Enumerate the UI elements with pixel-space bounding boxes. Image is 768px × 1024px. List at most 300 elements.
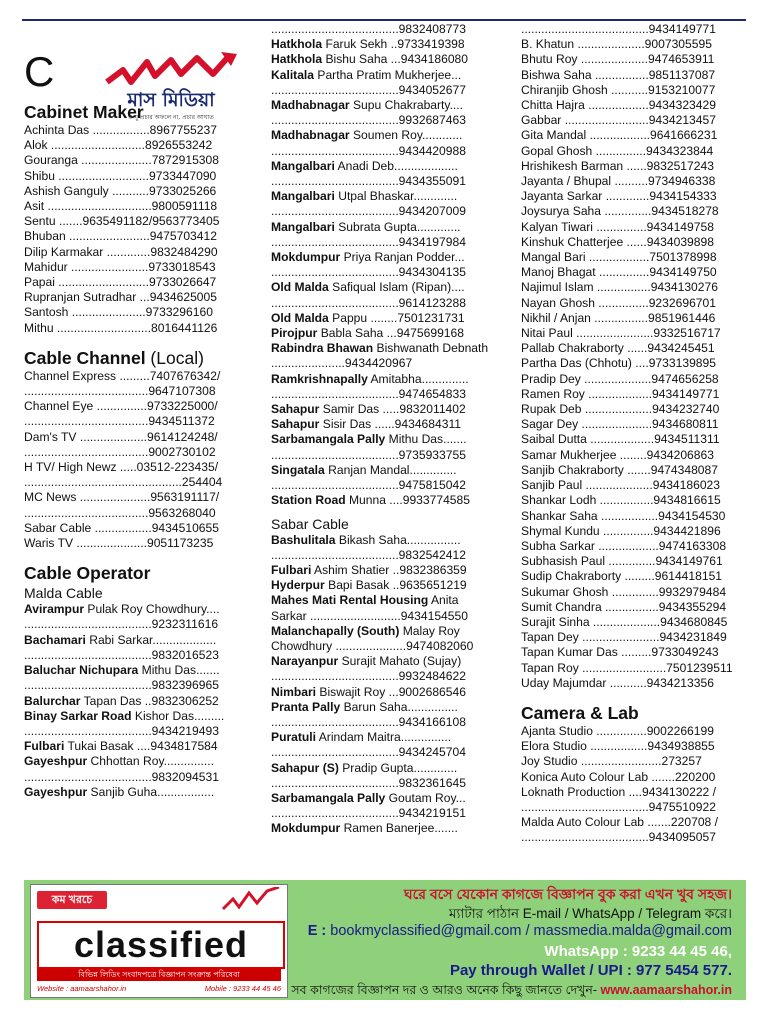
listing-text: ......................................9434245704 <box>271 745 466 760</box>
listing-area: Avirampur <box>24 602 85 617</box>
classified-banner <box>24 880 746 1000</box>
section-heading: Camera & Lab <box>521 702 639 723</box>
listing-text: Sudip Chakraborty .........9614418151 <box>521 569 723 584</box>
listing-text: ......................................9434219151 <box>271 806 466 821</box>
listing-text: Nayan Ghosh ...............9232696701 <box>521 295 716 310</box>
listing-entry <box>521 372 746 387</box>
listing-text: .....................................9434511372 <box>24 414 215 429</box>
listing-entry <box>271 791 497 806</box>
listing-entry <box>271 341 497 356</box>
listing-entry <box>271 761 497 776</box>
listing-entry <box>271 159 497 174</box>
listing-area: Mangalbari <box>271 158 335 173</box>
listing-text: Mithu Das....... <box>385 432 467 447</box>
listing-entry <box>24 460 254 475</box>
listing-text: Sarkar ...........................9434154550 <box>271 608 468 623</box>
listing-area: Old Malda <box>271 310 329 325</box>
listing-text: Gabbar .........................9434213457 <box>521 113 716 128</box>
classified-wordmark: classified <box>37 921 285 969</box>
listing-text: Babla Saha ...9475699168 <box>317 326 464 341</box>
listing-entry <box>271 372 497 387</box>
listing-entry <box>24 694 254 709</box>
listing-entry <box>521 630 746 645</box>
listing-text: Bishwa Saha ................9851137087 <box>521 67 716 82</box>
listing-entry <box>24 709 254 724</box>
listing-area: Mahes Mati Rental Housing <box>271 593 429 608</box>
listing-text: Biswajit Roy ...9002686546 <box>316 684 466 699</box>
listing-text: Pulak Roy Chowdhury.... <box>84 602 220 617</box>
listing-text: ......................................9614123288 <box>271 295 466 310</box>
listing-area: Gayeshpur <box>24 754 88 769</box>
listing-text: ......................................9434420988 <box>271 143 466 158</box>
listing-text: Channel Eye ...............9733225000/ <box>24 399 218 414</box>
listing-area: Mangalbari <box>271 219 335 234</box>
listing-entry <box>521 754 746 769</box>
listing-area: Sahapur (S) <box>271 760 339 775</box>
listing-entry <box>271 311 497 326</box>
column-1-entries <box>24 102 254 800</box>
listing-text: Bikash Saha................ <box>335 532 461 547</box>
listing-area: Baluchar Nichupara <box>24 663 139 678</box>
listing-entry <box>521 524 746 539</box>
listing-text: Chhottan Roy............... <box>87 754 215 769</box>
listing-entry <box>521 800 746 815</box>
listing-area: Kalitala <box>271 67 315 82</box>
listing-entry <box>271 776 497 791</box>
listing-entry <box>271 144 497 159</box>
listing-text: H TV/ High Newz .....03512-223435/ <box>24 460 219 475</box>
listing-entry <box>271 387 497 402</box>
listing-text: Nikhil / Anjan ................9851961446 <box>521 310 716 325</box>
listing-area: Balurchar <box>24 693 81 708</box>
banner-line-1: ঘরে বসে যেকোন কাগজে বিজ্ঞাপন বুক করা এখন খুব সহজ। <box>404 886 732 902</box>
listing-entry <box>271 174 497 189</box>
listing-text: Utpal Bhaskar............. <box>334 189 458 204</box>
banner-line-6 <box>291 982 732 1002</box>
listing-entry <box>521 724 746 739</box>
listing-text: Munna ....9933774585 <box>345 493 470 508</box>
listing-area: Puratuli <box>271 730 317 745</box>
listing-entry <box>521 585 746 600</box>
listing-entry <box>24 399 254 414</box>
listing-entry <box>271 68 497 83</box>
listing-entry <box>271 280 497 295</box>
listing-text: ......................................9434166108 <box>271 714 466 729</box>
listing-entry <box>271 37 497 52</box>
listing-entry <box>24 754 254 769</box>
banner-line-2: ম্যাটার পাঠান E-mail / WhatsApp / Telegram করে। <box>449 906 732 921</box>
listing-text: Faruk Sekh ..9733419398 <box>322 37 465 52</box>
logo-name: মাস মিডিয়া <box>127 89 215 111</box>
listing-text: .....................................9563268040 <box>24 505 216 520</box>
listing-text: Ajanta Studio ...............9002266199 <box>521 723 714 738</box>
logo-zigzag <box>107 56 229 82</box>
listing-text: Sanjib Guha................. <box>87 784 215 799</box>
listing-area: Madhabnagar <box>271 128 350 143</box>
listing-text: Rupak Deb ....................9434232740 <box>521 402 720 417</box>
listing-entry <box>271 220 497 235</box>
listing-text: Subhasish Paul ..............9434149761 <box>521 554 723 569</box>
listing-text: ......................................9475815042 <box>271 478 466 493</box>
listing-entry <box>521 569 746 584</box>
listing-text: Gouranga .....................7872915308 <box>24 153 219 168</box>
listing-entry <box>24 199 254 214</box>
listing-entry <box>24 290 254 305</box>
listing-entry <box>24 260 254 275</box>
listing-text: Joysurya Saha ..............9434518278 <box>521 204 719 219</box>
listing-text: Konica Auto Colour Lab .......220200 <box>521 769 716 784</box>
listing-entry <box>521 615 746 630</box>
listing-entry <box>521 83 746 98</box>
listing-text: Uday Majumdar ...........9434213356 <box>521 675 714 690</box>
listing-text: Hrishikesh Barman ......9832517243 <box>521 158 714 173</box>
listing-text: Subrata Gupta............. <box>334 219 461 234</box>
listing-entry <box>24 305 254 320</box>
listing-text: Mithu Das....... <box>138 663 220 678</box>
listing-entry <box>271 685 497 700</box>
listing-text: ......................................9832396965 <box>24 678 219 693</box>
listing-text: Barun Saha............... <box>340 699 458 714</box>
listing-text: Malda Auto Colour Lab .......220708 / <box>521 815 718 830</box>
listing-text: Bhuban ........................9475703412 <box>24 229 217 244</box>
listing-text: Rabi Sarkar................... <box>85 632 217 647</box>
listing-area: Mangalbari <box>271 189 335 204</box>
listing-area: Pirojpur <box>271 326 318 341</box>
banner-url[interactable]: www.aamaarshahor.in <box>600 983 732 997</box>
listing-entry <box>24 123 254 138</box>
listing-entry <box>271 235 497 250</box>
banner-email[interactable]: bookmyclassified@gmail.com / massmedia.malda@gmail.com <box>326 923 732 939</box>
listing-text: Joy Studio ........................273257 <box>521 754 702 769</box>
listing-text: ......................................9832094531 <box>24 769 219 784</box>
listing-entry <box>271 669 497 684</box>
listing-text: Saibal Dutta ...................9434511311 <box>521 432 720 447</box>
listing-entry <box>521 52 746 67</box>
sub-heading: Malda Cable <box>24 585 103 602</box>
listing-text: Gita Mandal ..................9641666231 <box>521 128 718 143</box>
listing-entry <box>521 387 746 402</box>
listing-entry <box>24 138 254 153</box>
listing-entry <box>521 600 746 615</box>
listing-text: Bapi Basak ..9635651219 <box>324 578 467 593</box>
listing-text: Tapan Kumar Das .........9733049243 <box>521 645 719 660</box>
listing-entry <box>521 785 746 800</box>
listing-text: Partha Pratim Mukherjee... <box>314 67 462 82</box>
listing-entry <box>271 98 497 113</box>
listing-text: ......................................9434304135 <box>271 265 466 280</box>
listing-entry <box>521 204 746 219</box>
listing-entry <box>271 821 497 836</box>
listing-text: ......................................9434355091 <box>271 174 466 189</box>
listing-area: Bachamari <box>24 632 86 647</box>
listing-text: Santosh ......................9733296160 <box>24 305 213 320</box>
listing-entry <box>271 730 497 745</box>
listing-entry <box>521 98 746 113</box>
listing-entry <box>24 602 254 617</box>
listing-text: Tapan Roy .........................7501239511 <box>521 660 733 675</box>
classified-strip: বিভিন্ন লিডিং সংবাদপত্রে বিজ্ঞাপন সংক্রান্ত পরিষেবা <box>37 969 281 981</box>
listing-entry <box>271 609 497 624</box>
section-heading-main: Cable Channel <box>24 347 151 368</box>
listing-area: Singatala <box>271 462 325 477</box>
listing-entry <box>521 448 746 463</box>
listing-text: Mahidur .......................9733018543 <box>24 259 216 274</box>
listing-entry <box>521 220 746 235</box>
listing-entry <box>521 265 746 280</box>
listing-text: ......................................9434149771 <box>521 22 716 36</box>
listing-entry <box>271 654 497 669</box>
listing-text: Mangal Bari ..................7501378998 <box>521 250 717 265</box>
listing-text: Sanjib Chakraborty .......9474348087 <box>521 462 718 477</box>
listing-entry <box>521 676 746 691</box>
listing-entry <box>521 326 746 341</box>
listing-text: Pradip Gupta............. <box>338 760 458 775</box>
listing-text: Shankar Lodh ................9434816615 <box>521 493 721 508</box>
listing-text: Partha Das (Chhotu) ....9733139895 <box>521 356 716 371</box>
listing-entry <box>271 548 497 563</box>
logo-tagline: ও যু প্রচার অফলে না, প্রচার আঘাত <box>128 114 214 121</box>
listing-entry <box>271 493 497 508</box>
email-label: E : <box>307 923 327 939</box>
listing-entry <box>271 563 497 578</box>
listing-entry <box>24 184 254 199</box>
listing-entry <box>521 189 746 204</box>
listing-entry <box>24 445 254 460</box>
listing-entry <box>521 509 746 524</box>
listing-entry <box>521 250 746 265</box>
listing-area: Fulbari <box>271 562 312 577</box>
listing-text: Goutam Roy... <box>385 790 466 805</box>
listing-text: Bhutu Roy ....................9474653911 <box>521 52 715 67</box>
listing-area: Station Road <box>271 493 346 508</box>
listing-entry <box>271 265 497 280</box>
listing-text: ......................................9832361645 <box>271 775 466 790</box>
listing-text: Pradip Dey ....................9474656258 <box>521 371 719 386</box>
listing-text: Chowdhury .....................9474082060 <box>271 638 474 653</box>
listing-entry <box>24 369 254 384</box>
column-2-entries <box>271 22 497 837</box>
spacer <box>521 691 746 697</box>
listing-entry <box>24 536 254 551</box>
listing-area: Malanchapally (South) <box>271 623 400 638</box>
listing-text: Jayanta / Bhupal ..........9734946338 <box>521 174 716 189</box>
listing-text: Ashim Shatier ..9832386359 <box>311 562 467 577</box>
listing-entry <box>521 22 746 37</box>
listing-text: Asit ...............................9800591118 <box>24 199 218 214</box>
listing-text: Dam's TV ....................9614124248/ <box>24 429 218 444</box>
listing-entry <box>521 478 746 493</box>
section-heading: Cabinet Maker <box>24 102 144 122</box>
listing-text: Pappu ........7501231731 <box>328 310 465 325</box>
listing-text: Kishor Das......... <box>131 708 225 723</box>
listing-area: Mokdumpur <box>271 821 341 836</box>
listing-entry <box>24 663 254 678</box>
listing-text: Anita <box>428 593 459 608</box>
listing-text: Tapan Dey .......................9434231849 <box>521 630 727 645</box>
listing-entry <box>24 430 254 445</box>
listing-text: .....................................9002730102 <box>24 444 216 459</box>
listing-area: Sahapur <box>271 417 320 432</box>
listing-entry <box>24 724 254 739</box>
listing-entry <box>24 785 254 800</box>
listing-entry <box>24 275 254 290</box>
sub-heading: Sabar Cable <box>271 515 349 532</box>
listing-entry <box>521 739 746 754</box>
listing-entry <box>521 661 746 676</box>
listing-text: Sentu .......9635491182/9563773405 <box>24 214 220 229</box>
listing-entry <box>24 678 254 693</box>
listing-entry <box>24 214 254 229</box>
listing-entry <box>521 159 746 174</box>
listing-entry <box>24 506 254 521</box>
listing-entry <box>521 402 746 417</box>
listing-entry <box>24 739 254 754</box>
listing-area: Sarbamangala Pally <box>271 432 386 447</box>
listing-text: Papai ...........................9733026647 <box>24 275 217 290</box>
listing-text: MC News .....................9563191117/ <box>24 490 220 505</box>
listing-entry <box>271 356 497 371</box>
top-rule <box>22 19 746 21</box>
listing-text: Sukumar Ghosh ..............9932979484 <box>521 584 727 599</box>
listing-entry <box>521 128 746 143</box>
listing-entry <box>521 830 746 845</box>
listing-entry <box>521 554 746 569</box>
listing-entry <box>271 806 497 821</box>
listing-text: Mithu ............................8016441126 <box>24 320 218 335</box>
listing-text: Sanjib Paul ....................9434186023 <box>521 478 721 493</box>
listing-text: Ashish Ganguly ...........9733025266 <box>24 183 217 198</box>
listing-text: Achinta Das .................8967755237 <box>24 123 217 137</box>
listing-text: Dilip Karmakar .............9832484290 <box>24 244 218 259</box>
listing-text: Alok ............................8926553242 <box>24 138 213 153</box>
listing-text: Surajit Sinha ....................9434680845 <box>521 614 728 629</box>
listing-text: ......................................9932484622 <box>271 669 466 684</box>
listing-entry <box>271 417 497 432</box>
listing-entry <box>521 432 746 447</box>
listing-area: Pranta Pally <box>271 699 341 714</box>
banner-upi: Pay through Wallet / UPI : 977 5454 577. <box>449 962 732 979</box>
listing-entry <box>271 533 497 548</box>
listing-entry <box>24 770 254 785</box>
listing-text: Samar Mukherjee ........9434206863 <box>521 447 714 462</box>
listing-entry <box>521 341 746 356</box>
listing-text: Surajit Mahato (Sujay) <box>338 654 462 669</box>
listing-entry <box>271 250 497 265</box>
listing-text: Sumit Chandra ................9434355294 <box>521 599 727 614</box>
listing-entry <box>521 417 746 432</box>
listing-entry <box>521 493 746 508</box>
listing-area: Sarbamangala Pally <box>271 790 386 805</box>
spacer <box>24 551 254 557</box>
listing-text: Ranjan Mandal.............. <box>324 462 457 477</box>
listing-text: Kinshuk Chatterjee ......9434039898 <box>521 234 714 249</box>
listing-text: ......................................9434095057 <box>521 830 716 845</box>
listing-entry <box>521 280 746 295</box>
listing-text: Safiqual Islam (Ripan).... <box>328 280 465 295</box>
listing-text: Anadi Deb................... <box>334 158 458 173</box>
listing-text: ......................................9475510922 <box>521 799 716 814</box>
listing-text: Rupranjan Sutradhar ...9434625005 <box>24 290 217 305</box>
listing-text: Priya Ranjan Podder... <box>340 250 465 265</box>
listing-text: B. Khatun ....................9007305595 <box>521 37 712 52</box>
listing-text: ......................................9434052677 <box>271 82 466 97</box>
listing-text: ......................................9832408773 <box>271 22 466 36</box>
listing-entry <box>271 700 497 715</box>
listing-text: Kalyan Tiwari ...............9434149758 <box>521 219 714 234</box>
column-2 <box>271 22 497 837</box>
listing-text: Jayanta Sarkar .............9434154333 <box>521 189 717 204</box>
listing-entry <box>521 645 746 660</box>
listing-text: ......................9434420967 <box>271 356 413 371</box>
listing-entry <box>521 463 746 478</box>
listing-entry <box>271 326 497 341</box>
listing-area: Hatkhola <box>271 37 323 52</box>
listing-entry <box>24 414 254 429</box>
listing-entry <box>521 235 746 250</box>
section-heading: Cable Operator <box>24 563 151 584</box>
listing-text: Tapan Das ..9832306252 <box>80 693 219 708</box>
listing-area: Ramkrishnapally <box>271 371 368 386</box>
listing-area: Fulbari <box>24 739 65 754</box>
listing-entry <box>24 153 254 168</box>
listing-text: ...............................................254404 <box>24 475 223 490</box>
banner-whatsapp: WhatsApp : 9233 44 45 46, <box>544 943 732 960</box>
column-3-entries <box>521 22 746 846</box>
listing-entry <box>24 633 254 648</box>
listing-text: Channel Express .........7407676342/ <box>24 368 221 383</box>
listing-entry <box>24 169 254 184</box>
listing-area: Mokdumpur <box>271 250 341 265</box>
classified-logo-box <box>30 884 288 998</box>
listing-text: Elora Studio .................9434938855 <box>521 739 715 754</box>
listing-entry <box>24 648 254 663</box>
listing-entry <box>271 715 497 730</box>
listing-entry <box>521 311 746 326</box>
listing-entry <box>521 144 746 159</box>
listing-text: ......................................9434207009 <box>271 204 466 219</box>
listing-area: Nimbari <box>271 684 317 699</box>
listing-text: Nitai Paul .......................9332516717 <box>521 326 721 341</box>
listing-area: Binay Sarkar Road <box>24 708 132 723</box>
listing-entry <box>271 52 497 67</box>
listing-entry <box>271 578 497 593</box>
listing-text: Najimul Islam ................9434130276 <box>521 280 718 295</box>
listing-entry <box>271 593 497 608</box>
banner-website: Website : aamaarshahor.in <box>37 984 127 993</box>
listing-entry <box>271 463 497 478</box>
listing-text: Pallab Chakraborty ......9434245451 <box>521 341 715 356</box>
listing-entry <box>521 37 746 52</box>
listing-entry <box>24 490 254 505</box>
listing-text: Arindam Maitra............... <box>316 730 452 745</box>
listing-text: Soumen Roy............ <box>349 128 463 143</box>
listing-entry <box>271 624 497 639</box>
listing-entry <box>521 296 746 311</box>
listing-text: Ramen Banerjee....... <box>340 821 458 836</box>
listing-entry <box>521 113 746 128</box>
section-letter: C <box>24 48 55 95</box>
listing-entry <box>24 384 254 399</box>
listing-entry <box>24 245 254 260</box>
listing-text: Shankar Saha .................9434154530 <box>521 508 726 523</box>
listing-entry <box>521 174 746 189</box>
listing-area: Sahapur <box>271 402 320 417</box>
listing-entry <box>271 478 497 493</box>
listing-text: Chitta Hajra ..................9434323429 <box>521 98 716 113</box>
listing-text: ......................................9232311616 <box>24 617 219 632</box>
listing-text: Tukai Basak ....9434817584 <box>64 739 218 754</box>
banner-line-6-text: সব কাগজের বিজ্ঞাপন দর ও আরও অনেক কিছু জানতে দেখুন- <box>291 983 601 997</box>
